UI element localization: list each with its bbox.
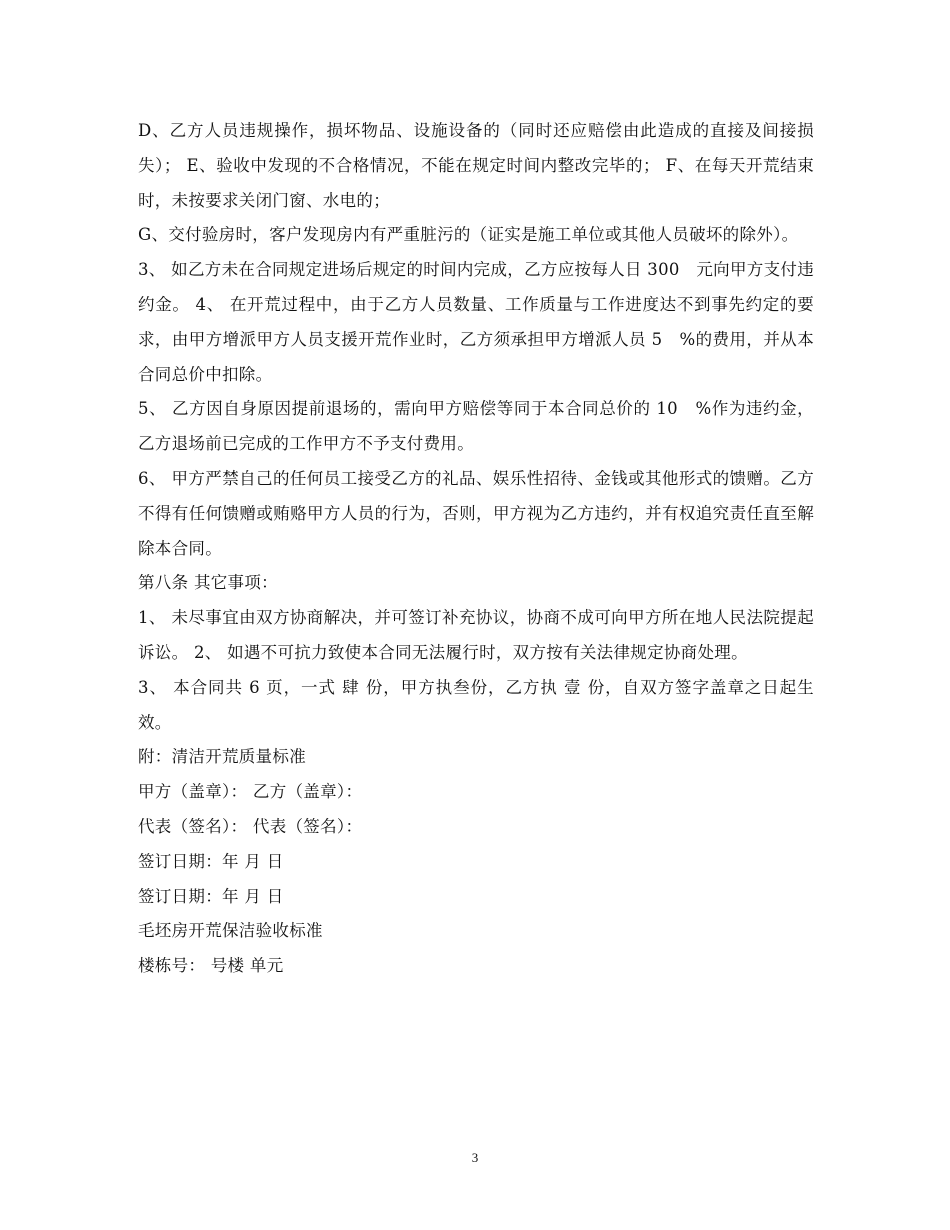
paragraph-article-8-clause-3: 3、 本合同共 6 页，一式 肆 份，甲方执叁份，乙方执 壹 份，自双方签字盖章之日起生效。 bbox=[138, 677, 814, 732]
paragraph-clause-3-4: 3、 如乙方未在合同规定进场后规定的时间内完成，乙方应按每人日 300 元向甲方支付违约金。 4、 在开荒过程中，由于乙方人员数量、工作质量与工作进度达不到事先约定的要求，由甲方增派甲方人员支援开荒作业时，乙方须承担甲方增派人员 5 %的费用，并从本合同总价中扣除。 bbox=[138, 260, 814, 384]
seal-line: 甲方（盖章）： 乙方（盖章）： bbox=[138, 782, 363, 802]
attachment-line: 附：清洁开荒质量标准 bbox=[138, 747, 306, 767]
document-body bbox=[138, 114, 814, 984]
paragraph-penalty-case-g: G、交付验房时，客户发现房内有严重脏污的（证实是施工单位或其他人员破坏的除外）。 bbox=[138, 225, 799, 245]
building-number-line: 楼栋号： 号楼 单元 bbox=[138, 956, 284, 976]
sign-date-line-party-b: 签订日期：年 月 日 bbox=[138, 886, 284, 906]
paragraph-penalty-cases-def: D、乙方人员违规操作，损坏物品、设施设备的（同时还应赔偿由此造成的直接及间接损失）； E、验收中发现的不合格情况，不能在规定时间内整改完毕的； F、在每天开荒结束时，未按要求关闭门窗、水电的； bbox=[138, 121, 814, 210]
sign-date-line-party-a: 签订日期：年 月 日 bbox=[138, 851, 284, 871]
standard-title: 毛坯房开荒保洁验收标准 bbox=[138, 921, 323, 941]
signature-line: 代表（签名）： 代表（签名）： bbox=[138, 816, 363, 836]
section-heading-article-8: 第八条 其它事项： bbox=[138, 573, 278, 593]
paragraph-clause-6: 6、 甲方严禁自己的任何员工接受乙方的礼品、娱乐性招待、金钱或其他形式的馈赠。乙方不得有任何馈赠或贿赂甲方人员的行为，否则，甲方视为乙方违约，并有权追究责任直至解除本合同。 bbox=[138, 468, 814, 558]
paragraph-article-8-clause-1-2: 1、 未尽事宜由双方协商解决，并可签订补充协议，协商不成可向甲方所在地人民法院提起诉讼。 2、 如遇不可抗力致使本合同无法履行时，双方按有关法律规定协商处理。 bbox=[138, 608, 814, 662]
paragraph-clause-5: 5、 乙方因自身原因提前退场的，需向甲方赔偿等同于本合同总价的 10 %作为违约金，乙方退场前已完成的工作甲方不予支付费用。 bbox=[138, 399, 814, 454]
page-number: 3 bbox=[471, 1150, 479, 1165]
